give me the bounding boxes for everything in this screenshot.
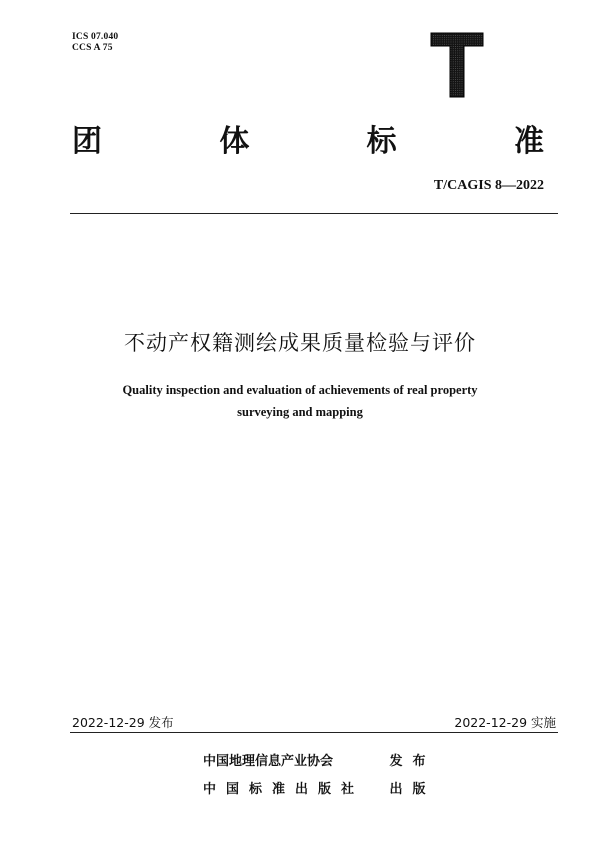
title-english [60,379,540,423]
bottom-divider [70,732,558,733]
title-english-line-2: surveying and mapping [237,405,363,419]
publisher-row [203,750,436,770]
publisher-org: 中国地理信息产业协会 [203,754,334,769]
title-english-line-1: Quality inspection and evaluation of achievements of real property [122,383,478,397]
publisher-row [203,778,436,798]
standard-type-char: 团 [72,124,102,159]
publisher-role: 出版 [389,782,436,797]
standard-number: T/CAGIS 8—2022 [433,178,544,193]
publisher-org: 中国标准出版社 [203,782,365,797]
implementation-date: 2022-12-29 实施 [454,715,556,730]
issue-date: 2022-12-29 发布 [72,715,174,730]
standard-type-char: 体 [219,124,250,159]
standard-type-char: 准 [513,124,544,159]
standard-type-char: 标 [366,124,397,159]
top-divider [70,213,558,214]
title-chinese: 不动产权籍测绘成果质量检验与评价 [124,331,476,355]
standard-type-heading [72,118,544,158]
ccs-code: CCS A 75 [72,43,113,53]
publisher-role: 发布 [389,754,436,769]
standard-t-logo [430,32,484,98]
ics-code: ICS 07.040 [72,32,119,42]
classification-codes [72,32,118,54]
